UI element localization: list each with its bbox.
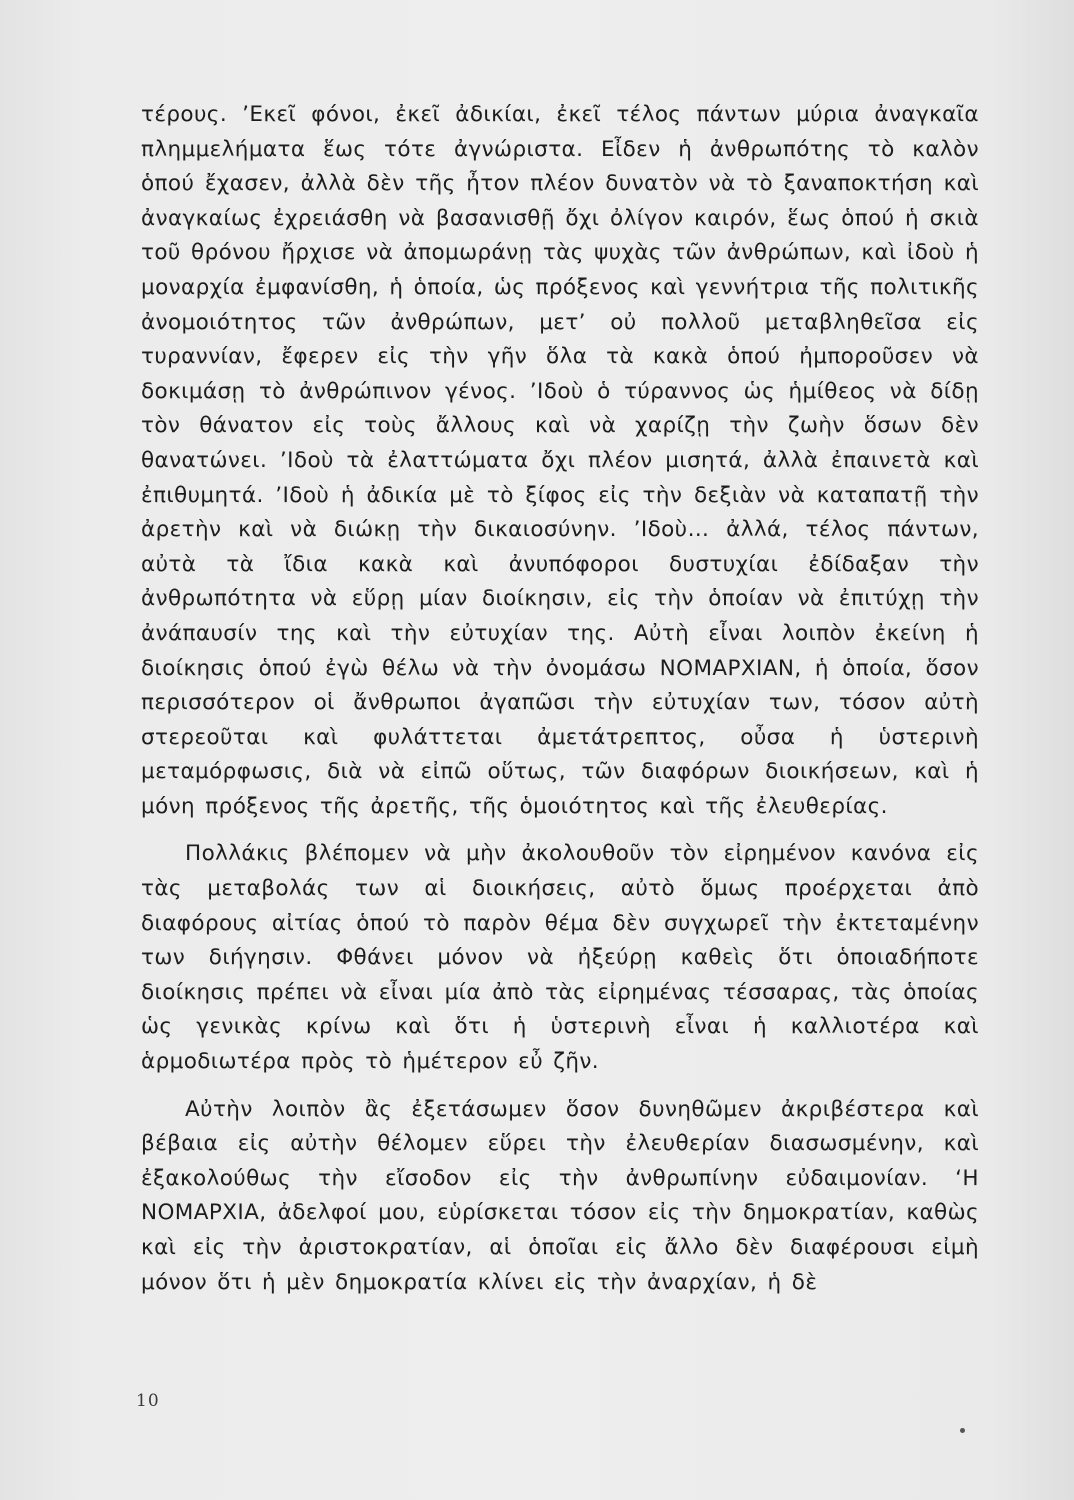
- paragraph: τέρους. ’Εκεῖ φόνοι, ἐκεῖ ἀδικίαι, ἐκεῖ τέλος πάντων μύρια ἀναγκαῖα πλημμελήματα ἕως τότε ἀγνώριστα. Εἶδεν ἡ ἀνθρωπότης τὸ καλὸν ὁπού ἔχασεν, ἀλλὰ δὲν τῆς ἦτον πλέον δυνατὸν νὰ τὸ ξαναποκτήση καὶ ἀναγκαίως ἐχρειάσθη νὰ βασανισθῇ ὄχι ὀλίγον καιρόν, ἕως ὁπού ἡ σκιὰ τοῦ θρόνου ἤρχισε νὰ ἀπομωράνῃ τὰς ψυχὰς τῶν ἀνθρώπων, καὶ ἰδοὺ ἡ μοναρχία ἐμφανίσθη, ἡ ὁποία, ὡς πρόξενος καὶ γεννήτρια τῆς πολιτικῆς ἀνομοιότητος τῶν ἀνθρώπων, μετ’ οὐ πολλοῦ μεταβληθεῖσα εἰς τυραννίαν, ἔφερεν εἰς τὴν γῆν ὅλα τὰ κακὰ ὁπού ἠμποροῦσεν νὰ δοκιμάσῃ τὸ ἀνθρώπινον γένος. ’Ιδοὺ ὁ τύραννος ὡς ἡμίθεος νὰ δίδῃ τὸν θάνατον εἰς τοὺς ἄλλους καὶ νὰ χαρίζῃ τὴν ζωὴν ὅσων δὲν θανατώνει. ’Ιδοὺ τὰ ἐλαττώματα ὄχι πλέον μισητά, ἀλλὰ ἐπαινετὰ καὶ ἐπιθυμητά. ’Ιδοὺ ἡ ἀδικία μὲ τὸ ξίφος εἰς τὴν δεξιὰν νὰ καταπατῇ τὴν ἀρετὴν καὶ νὰ διώκῃ τὴν δικαιοσύνην. ’Ιδοὺ… ἀλλά, τέλος πάντων, αὐτὰ τὰ ἴδια κακὰ καὶ ἀνυπόφοροι δυστυχίαι ἐδίδαξαν τὴν ἀνθρωπότητα νὰ εὕρῃ μίαν διοίκησιν, εἰς τὴν ὁποίαν νὰ ἐπιτύχῃ τὴν ἀνάπαυσίν της καὶ τὴν εὐτυχίαν της. Αὐτὴ εἶναι λοιπὸν ἐκείνη ἡ διοίκησις ὁπού ἐγὼ θέλω νὰ τὴν ὀνομάσω ΝΟΜΑΡΧΙΑΝ, ἡ ὁποία, ὅσον περισσότερον οἱ ἄνθρωποι ἀγαπῶσι τὴν εὐτυχίαν των, τόσον αὐτὴ στερεοῦται καὶ φυλάττεται ἀμετάτρεπτος, οὖσα ἡ ὑστερινὴ μεταμόρφωσις, διὰ νὰ εἰπῶ οὕτως, τῶν διαφόρων διοικήσεων, καὶ ἡ μόνη πρόξενος τῆς ἀρετῆς, τῆς ὁμοιότητος καὶ τῆς ἐλευθερίας.: [141, 102, 979, 819]
- paper-speck: [960, 1428, 965, 1433]
- paragraph: Πολλάκις βλέπομεν νὰ μὴν ἀκολουθοῦν τὸν εἰρημένον κανόνα εἰς τὰς μεταβολάς των αἱ διοικήσεις, αὐτὸ ὅμως προέρχεται ἀπὸ διαφόρους αἰτίας ὁπού τὸ παρὸν θέμα δὲν συγχωρεῖ τὴν ἐκτεταμένην των διήγησιν. Φθάνει μόνον νὰ ἠξεύρῃ καθεὶς ὅτι ὁποιαδήποτε διοίκησις πρέπει νὰ εἶναι μία ἀπὸ τὰς εἰρημένας τέσσαρας, τὰς ὁποίας ὡς γενικὰς κρίνω καὶ ὅτι ἡ ὑστερινὴ εἶναι ἡ καλλιοτέρα καὶ ἁρμοδιωτέρα πρὸς τὸ ἡμέτερον εὖ ζῆν.: [141, 841, 979, 1075]
- page-number: 10: [136, 1391, 160, 1411]
- paragraph: Αὐτὴν λοιπὸν ἂς ἐξετάσωμεν ὅσον δυνηθῶμεν ἀκριβέστερα καὶ βέβαια εἰς αὐτὴν θέλομεν εὕρει τὴν ἐλευθερίαν διασωσμένην, καὶ ἐξακολούθως τὴν εἴσοδον εἰς τὴν ἀνθρωπίνην εὐδαιμονίαν. ‘Η ΝΟΜΑΡΧΙΑ, ἀδελφοί μου, εὑρίσκεται τόσον εἰς τὴν δημοκρατίαν, καθὼς καὶ εἰς τὴν ἀριστοκρατίαν, αἱ ὁποῖαι εἰς ἄλλο δὲν διαφέρουσι εἰμὴ μόνον ὅτι ἡ μὲν δημοκρατία κλίνει εἰς τὴν ἀναρχίαν, ἡ δὲ: [141, 1096, 979, 1295]
- body-text: [141, 98, 979, 1300]
